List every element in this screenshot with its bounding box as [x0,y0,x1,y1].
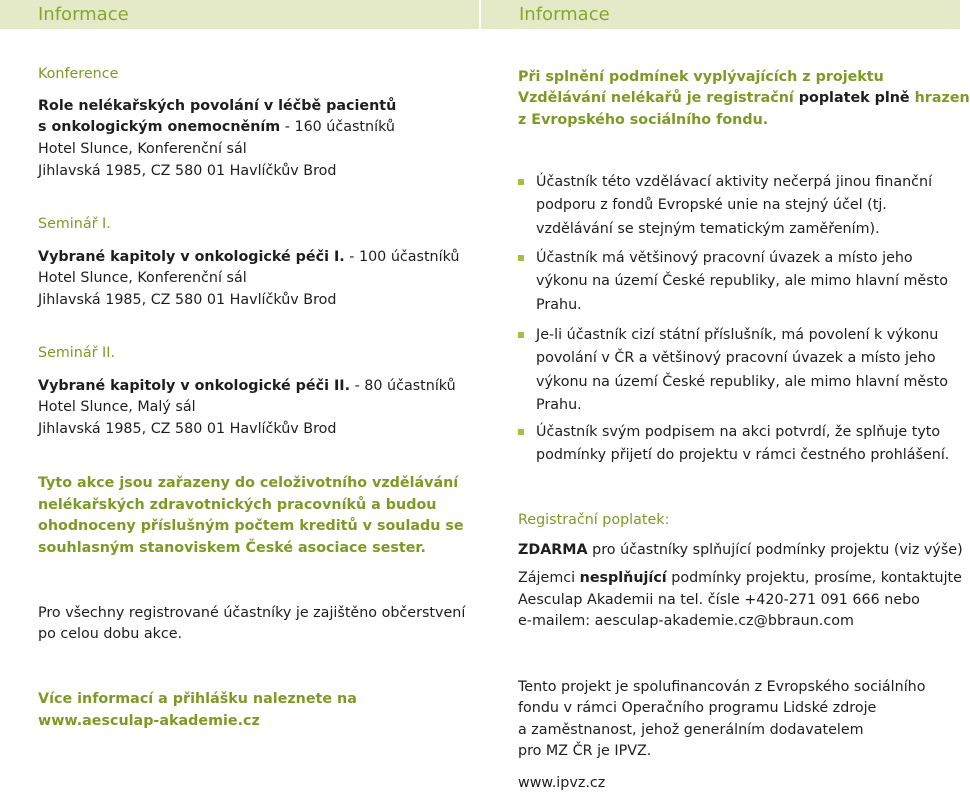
bullet-text-line: Účastník má většinový pracovní úvazek a místo jeho [536,250,913,266]
konference-venue: Hotel Slunce, Konferenční sál [38,141,247,157]
seminar1-topic: Vybrané kapitoly v onkologické péči I. [38,249,345,265]
credits-line-1: Tyto akce jsou zařazeny do celoživotního vzdělávání [38,475,459,491]
fee-free-rest: pro účastníky splňující podmínky projektu (viz výše) [587,542,963,558]
bullet-text-line: výkonu na území České republiky, ale mimo hlavní město [536,273,948,290]
seminar2-topic-line [38,376,456,398]
condition-part-b: poplatek plně [798,90,910,106]
bullet-text-line: podporu z fondů Evropské unie na stejný účel (tj. [536,197,887,214]
bullet-text-line: Účastník svým podpisem na akci potvrdí, že splňuje tyto [536,424,941,440]
fee-free-line [518,540,963,562]
refreshment-line-2: po celou dobu akce. [38,626,183,642]
credits-line-3: ohodnoceny příslušným počtem kreditů v souladu se [38,518,464,534]
konference-topic-line-2 [38,117,395,139]
condition-line-3: z Evropského sociálního fondu. [518,112,769,128]
konference-topic-part: s onkologickým onemocněním [38,119,281,135]
cofinancing-line-1: Tento projekt je spolufinancován z Evropského sociálního [518,679,926,695]
left-header [0,0,479,29]
seminar1-venue: Hotel Slunce, Konferenční sál [38,270,247,286]
more-info-text: Více informací a přihlášku naleznete na [38,691,357,707]
credits-line-4: souhlasným stanoviskem České asociace sester. [38,540,426,556]
seminar2-address: Jihlavská 1985, CZ 580 01 Havlíčkův Brod [38,421,337,437]
bullet-text-line: podmínky přijetí do projektu v rámci čestného prohlášení. [536,447,950,464]
ipvz-link[interactable]: www.ipvz.cz [518,775,606,791]
refreshment-line-1: Pro všechny registrované účastníky je zajištěno občerstvení [38,605,466,621]
right-header-title: Informace [519,4,610,25]
bullet-text-line: Prahu. [536,397,582,414]
seminar1-topic-line [38,247,460,269]
fee-other-line-3: e-mailem: aesculap-akademie.cz@bbraun.com [518,613,854,629]
seminar1-count: - 100 účastníků [344,249,460,265]
seminar2-topic: Vybrané kapitoly v onkologické péči II. [38,378,351,394]
fee-other-a: Zájemci [518,570,580,586]
left-header-title: Informace [38,4,129,25]
konference-topic-line-1: Role nelékařských povolání v léčbě pacientů [38,98,397,114]
bullet-text-line: výkonu na území České republiky, ale mimo hlavní město [536,373,948,390]
bullet-marker [518,332,524,338]
right-header [481,0,960,29]
condition-line-1: Při splnění podmínek vyplývajících z projektu [518,69,884,85]
bullet-marker [518,429,524,435]
fee-other-line-1 [518,568,962,590]
bullet-text-line: Je-li účastník cizí státní příslušník, má povolení k výkonu [536,327,939,343]
bullet-text-line: Účastník této vzdělávací aktivity nečerpá jinou finanční [536,174,933,190]
bullet-marker [518,255,524,261]
seminar2-title: Seminář II. [38,345,115,361]
fee-other-c: podmínky projektu, prosíme, kontaktujte [666,570,962,586]
konference-address: Jihlavská 1985, CZ 580 01 Havlíčkův Brod [38,163,337,179]
seminar2-venue: Hotel Slunce, Malý sál [38,399,196,415]
bullet-text-line: vzdělávání se stejným tematickým zaměřením). [536,220,880,237]
bullet-text-line: Prahu. [536,296,582,313]
konference-title: Konference [38,66,119,82]
seminar2-count: - 80 účastníků [350,378,456,394]
fee-title: Registrační poplatek: [518,512,670,528]
condition-line-2 [518,88,970,110]
seminar1-address: Jihlavská 1985, CZ 580 01 Havlíčkův Brod [38,292,337,308]
seminar1-title: Seminář I. [38,216,111,232]
condition-part-c: hrazen [909,90,970,106]
konference-count: - 160 účastníků [280,119,395,135]
fee-other-line-2: Aesculap Akademii na tel. čísle +420-271 091 666 nebo [518,592,920,608]
fee-free-strong: ZDARMA [518,542,588,558]
fee-other-b: nesplňující [579,570,667,586]
credits-line-2: nelékařských zdravotnických pracovníků a budou [38,497,437,513]
cofinancing-line-2: fondu v rámci Operačního programu Lidské zdroje [518,700,877,716]
bullet-marker [518,179,524,185]
condition-part-a: Vzdělávání nelékařů je registrační [518,90,799,106]
cofinancing-line-3: a zaměstnanost, jehož generálním dodavatelem [518,722,864,738]
bullet-text-line: povolání v ČR a většinový pracovní úvazek a místo jeho [536,350,936,367]
more-info-link[interactable]: www.aesculap-akademie.cz [38,713,260,729]
cofinancing-line-4: pro MZ ČR je IPVZ. [518,743,652,759]
